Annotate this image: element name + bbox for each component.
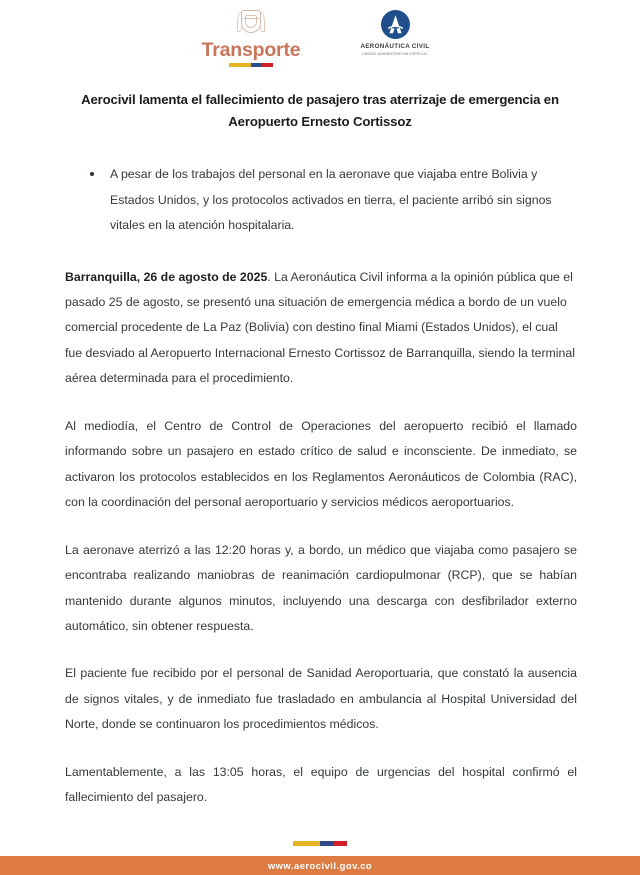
page-title: Aerocivil lamenta el fallecimiento de pasajero tras aterrizaje de emergencia en Aeropuerto Ernesto Cortissoz (81, 92, 559, 129)
logo-aeronautica-civil (345, 9, 445, 56)
logo-transporte (195, 9, 307, 67)
footer-bar (0, 856, 640, 875)
colombia-flag-icon (229, 63, 273, 67)
bullet-dot-icon (90, 172, 94, 176)
header-logos (0, 0, 640, 67)
colombia-coat-of-arms-icon (238, 9, 264, 39)
content-spacer (0, 833, 640, 841)
paragraph-4: El paciente fue recibido por el personal de Sanidad Aeroportuaria, que constató la ausencia de signos vitales, y de inmediato fue trasladado en ambulancia al Hospital Universidad del Norte, donde se continuaron los procedimientos médicos. (65, 666, 577, 732)
article-body (65, 265, 577, 833)
paragraph-3: La aeronave aterrizó a las 12:20 horas y, a bordo, un médico que viajaba como pasajero se encontraba realizando maniobras de reanimación cardiopulmonar (RCP), que se habían mantenido durante algunos minutos, incluyendo una descarga con desfibrilador externo automático, sin obtener respuesta. (65, 542, 577, 634)
paragraph-5: Lamentablemente, a las 13:05 horas, el equipo de urgencias del hospital confirmó el fallecimiento del pasajero. (65, 764, 577, 805)
highlights-list (66, 162, 576, 238)
dateline-text: Barranquilla, 26 de agosto de 2025 (65, 269, 268, 284)
footer-website-url[interactable]: www.aerocivil.gov.co (267, 860, 373, 871)
paragraph-2: Al mediodía, el Centro de Control de Operaciones del aeropuerto recibió el llamado informando sobre un pasajero en estado crítico de salud e inconsciente. De inmediato, se activaron los protocolos establecidos en los Reglamentos Aeronáuticos de Colombia (RAC), con la coordinación del personal aeroportuario y servicios médicos aeroportuarios. (65, 418, 577, 510)
footer-colombia-flag-icon (293, 841, 347, 846)
aerocivil-monogram-icon (381, 10, 410, 39)
paragraph-text: . La Aeronáutica Civil informa a la opinión pública que el pasado 25 de agosto, se presentó una situación de emergencia médica a bordo de un vuelo comercial procedente de La Paz (Bolivia) con destino final Miami (Estados Unidos), el cual fue desviado al Aeropuerto Internacional Ernesto Cortissoz de Barranquilla, siendo la terminal aérea determinada para el procedimiento. (65, 269, 575, 386)
list-item (66, 162, 576, 238)
aerocivil-name: AERONÁUTICA CIVIL (360, 43, 430, 50)
list-item-text: A pesar de los trabajos del personal en la aeronave que viajaba entre Bolivia y Estados Unidos, y los protocolos activados en tierra, el paciente arribó sin signos vitales en la atención hospitalaria. (110, 167, 552, 233)
aerocivil-subtitle: UNIDAD ADMINISTRATIVA ESPECIAL (362, 51, 428, 56)
paragraph-dateline (65, 265, 577, 392)
transporte-wordmark: Transporte (201, 39, 301, 61)
